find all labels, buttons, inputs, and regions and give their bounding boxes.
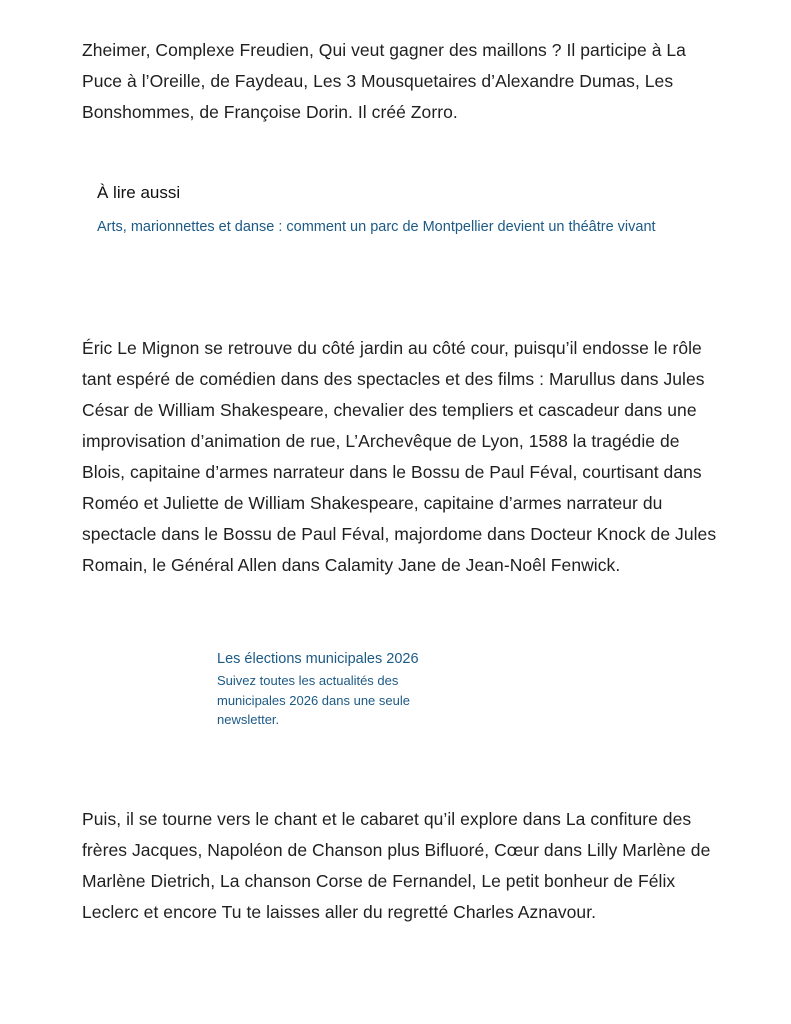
newsletter-description: Suivez toutes les actualités des municipales 2026 dans une seule newsletter. [217,673,410,727]
article-paragraph-intro: Zheimer, Complexe Freudien, Qui veut gagner des maillons ? Il participe à La Puce à l’Oreille, de Faydeau, Les 3 Mousquetaires d’Alexandre Dumas, Les Bonshommes, de Françoise Dorin. Il créé Zorro. [82,40,686,122]
newsletter-title-link[interactable]: Les élections municipales 2026 [217,651,419,667]
article-paragraph-role: Éric Le Mignon se retrouve du côté jardin au côté cour, puisqu’il endosse le rôle tant espéré de comédien dans des spectacles et des films : Marullus dans Jules César de William Shakespeare, chevalier des templiers et cascadeur dans une improvisation d’animation de rue, L’Archevêque de Lyon, 1588 la tragédie de Blois, capitaine d’armes narrateur dans le Bossu de Paul Féval, courtisant dans Roméo et Juliette de William Shakespeare, capitaine d’armes narrateur du spectacle dans le Bossu de Paul Féval, majordome dans Docteur Knock de Jules Romain, le Général Allen dans Calamity Jane de Jean-Noêl Fenwick. [82,338,717,575]
read-also-block [97,180,697,241]
newsletter-promo [217,648,457,730]
article-paragraph-chant: Puis, il se tourne vers le chant et le cabaret qu’il explore dans La confiture des frères Jacques, Napoléon de Chanson plus Bifluoré, Cœur dans Lilly Marlène de Marlène Dietrich, La chanson Corse de Fernandel, Le petit bonheur de Félix Leclerc et encore Tu te laisses aller du regretté Charles Aznavour. [82,809,711,922]
read-also-heading: À lire aussi [97,183,181,202]
read-also-link[interactable]: Arts, marionnettes et danse : comment un parc de Montpellier devient un théâtre vivant [97,219,656,235]
